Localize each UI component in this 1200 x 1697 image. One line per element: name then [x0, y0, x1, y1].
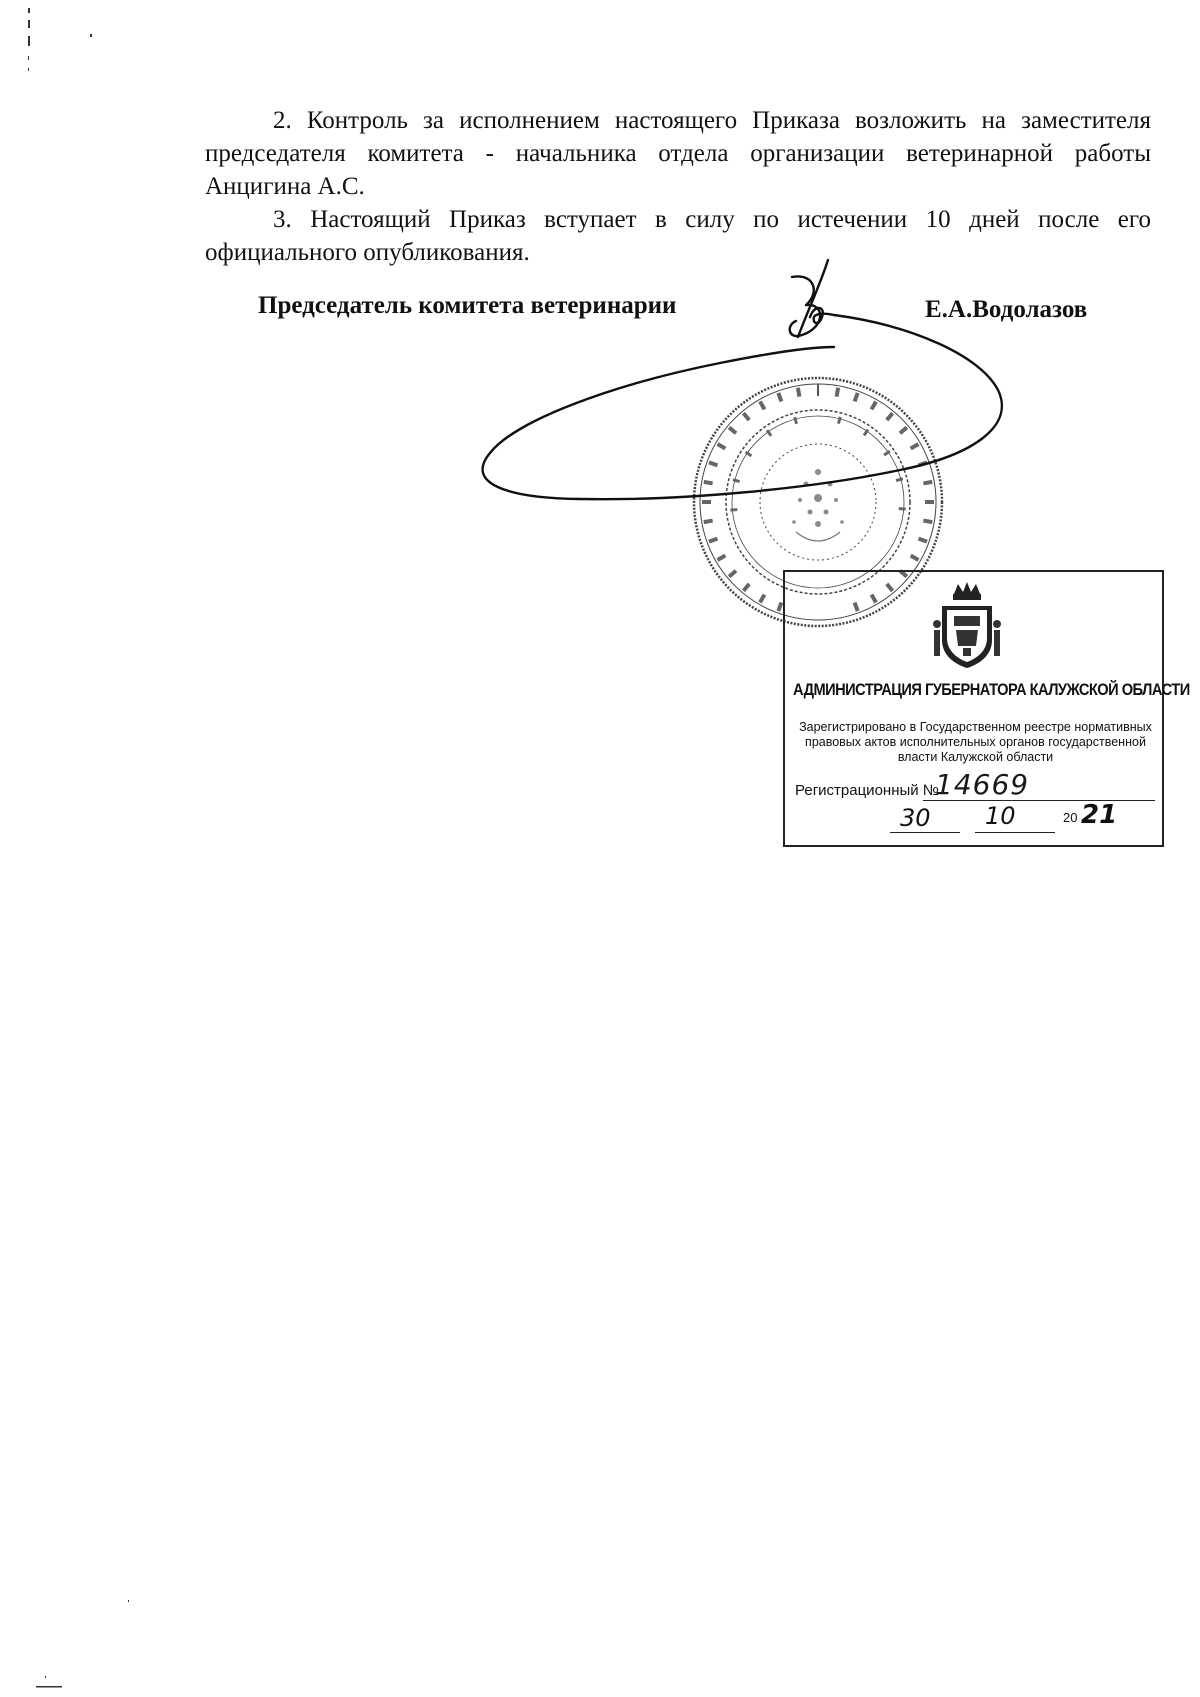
signer-title: Председатель комитета ветеринарии — [258, 292, 677, 319]
stamp-organization: АДМИНИСТРАЦИЯ ГУБЕРНАТОРА КАЛУЖСКОЙ ОБЛАСТИ — [793, 680, 1190, 699]
registration-date-day: 30 — [900, 804, 931, 832]
signer-name: Е.А.Водолазов — [925, 296, 1088, 323]
registration-number: 14669 — [935, 768, 1030, 801]
registration-date-year-suffix: 21 — [1081, 800, 1118, 830]
registration-date-year-prefix: 20 — [1063, 810, 1078, 825]
date-day-line — [890, 832, 960, 833]
handwritten-signature-icon — [470, 255, 1030, 555]
date-month-line — [975, 832, 1055, 833]
coat-of-arms-icon — [932, 580, 1002, 670]
paragraph-3: 3. Настоящий Приказ вступает в силу по истечении 10 дней после его официального опубликования. — [205, 206, 1151, 266]
registration-stamp — [783, 570, 1190, 847]
stamp-registration-text: Зарегистрировано в Государственном реестре нормативных правовых актов исполнительных органов государственной власти Калужской области — [799, 720, 1152, 764]
registration-date-month: 10 — [985, 802, 1016, 830]
registration-number-label: Регистрационный № — [795, 782, 939, 799]
paragraph-2: 2. Контроль за исполнением настоящего Приказа возложить на заместителя председателя комитета - начальника отдела организации ветеринарной работы Анцигина А.С. — [205, 107, 1151, 200]
